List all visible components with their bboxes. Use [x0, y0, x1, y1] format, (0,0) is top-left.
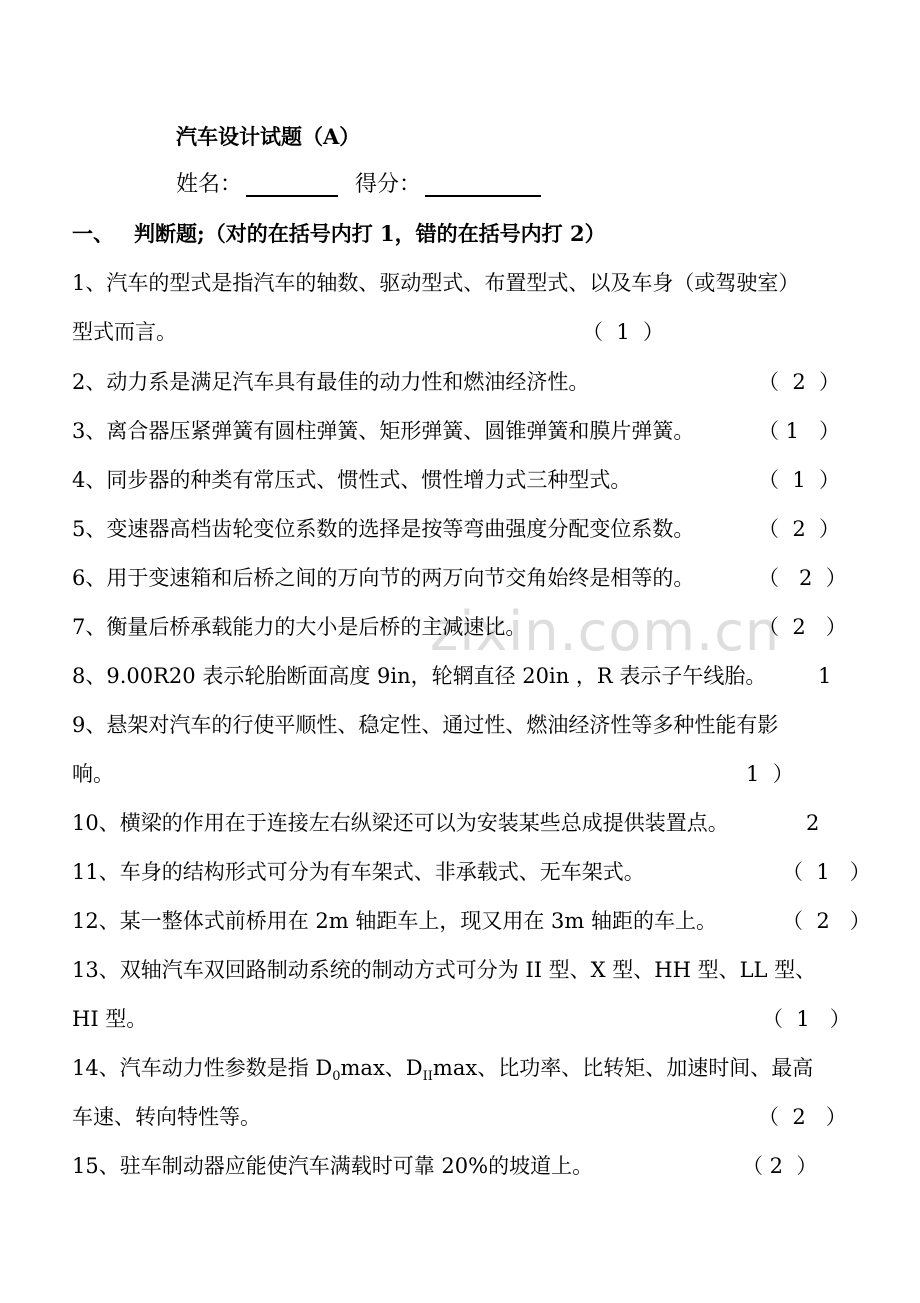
question-6-answer: （ 2 ）	[758, 566, 847, 590]
question-6: 6、用于变速箱和后桥之间的万向节的两万向节交角始终是相等的。	[72, 566, 695, 590]
question-13-line-2: HI 型。	[72, 1007, 148, 1031]
question-14-answer: （ 2 ）	[758, 1105, 847, 1129]
section-heading	[72, 220, 606, 248]
watermark: zixin.com.cn	[430, 600, 781, 663]
q14-text-c: max、比功率、比转矩、加速时间、最高	[432, 1056, 814, 1080]
q14-subscript-ii: II	[422, 1069, 433, 1085]
question-7-answer: （ 2 ）	[758, 615, 847, 639]
question-10-answer: 2	[806, 811, 820, 835]
question-14-line-2: 车速、转向特性等。	[72, 1105, 261, 1129]
question-9-line-1: 9、悬架对汽车的行使平顺性、稳定性、通过性、燃油经济性等多种性能有影	[72, 713, 779, 737]
question-13-answer: （ 1 ）	[762, 1007, 851, 1031]
question-12-answer: （ 2 ）	[782, 909, 871, 933]
score-label: 得分：	[355, 172, 422, 197]
question-9-line-2: 响。	[72, 762, 114, 786]
name-score-row	[176, 171, 541, 199]
question-15: 15、驻车制动器应能使汽车满载时可靠 20%的坡道上。	[72, 1154, 594, 1178]
title-text: 汽车设计试题（A）	[176, 124, 361, 149]
exam-title	[176, 123, 360, 151]
question-1-line-2: 型式而言。	[72, 320, 177, 344]
q14-subscript-0: 0	[332, 1069, 341, 1085]
question-13-line-1: 13、双轴汽车双回路制动系统的制动方式可分为 II 型、X 型、HH 型、LL 型、	[72, 958, 817, 982]
name-label: 姓名：	[176, 172, 243, 197]
score-blank[interactable]	[425, 173, 541, 197]
question-8: 8、9.00R20 表示轮胎断面高度 9in，轮辋直径 20in ，R 表示子午线胎。	[72, 664, 767, 688]
question-2: 2、动力系是满足汽车具有最佳的动力性和燃油经济性。	[72, 370, 590, 394]
question-11-answer: （ 1 ）	[782, 860, 871, 884]
q14-text-b: max、D	[340, 1056, 423, 1080]
question-5: 5、变速器高档齿轮变位系数的选择是按等弯曲强度分配变位系数。	[72, 517, 695, 541]
question-8-answer: 1	[818, 664, 832, 688]
question-3: 3、离合器压紧弹簧有圆柱弹簧、矩形弹簧、圆锥弹簧和膜片弹簧。	[72, 419, 695, 443]
question-12: 12、某一整体式前桥用在 2m 轴距车上，现又用在 3m 轴距的车上。	[72, 909, 717, 933]
question-10: 10、横梁的作用在于连接左右纵梁还可以为安装某些总成提供装置点。	[72, 811, 729, 835]
question-1-answer: （ 1 ）	[582, 320, 665, 344]
question-9-answer: 1 ）	[746, 762, 794, 786]
question-15-answer: （ 2 ）	[742, 1154, 818, 1178]
question-2-answer: （ 2 ）	[758, 370, 841, 394]
question-3-answer: （ 1 ）	[758, 419, 841, 443]
section-text: 判断题;（对的在括号内打 1，错的在括号内打 2）	[134, 221, 606, 246]
question-14-line-1	[72, 1054, 814, 1085]
question-1-line-1: 1、汽车的型式是指汽车的轴数、驱动型式、布置型式、以及车身（或驾驶室）	[72, 271, 800, 295]
question-11: 11、车身的结构形式可分为有车架式、非承载式、无车架式。	[72, 860, 645, 884]
question-4-answer: （ 1 ）	[758, 468, 841, 492]
question-5-answer: （ 2 ）	[758, 517, 841, 541]
q14-text-a: 14、汽车动力性参数是指 D	[72, 1056, 333, 1080]
section-number: 一、	[72, 221, 114, 246]
question-7: 7、衡量后桥承载能力的大小是后桥的主减速比。	[72, 615, 527, 639]
question-4: 4、同步器的种类有常压式、惯性式、惯性增力式三种型式。	[72, 468, 632, 492]
name-blank[interactable]	[246, 173, 338, 197]
